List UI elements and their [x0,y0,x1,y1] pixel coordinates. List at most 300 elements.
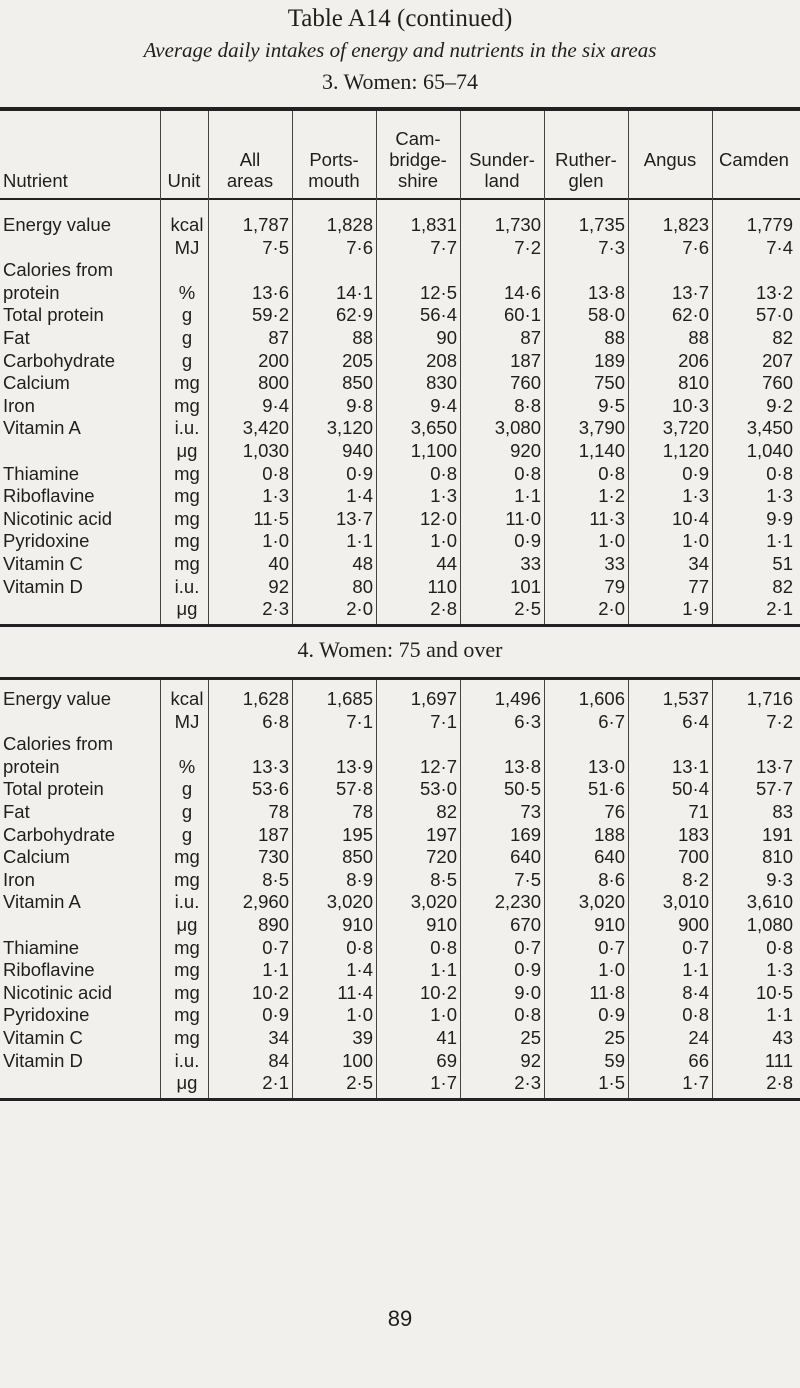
value-cell: 1·1 [430,959,457,981]
value-cell: 44 [436,552,457,574]
value-cell: 7·5 [262,236,289,258]
value-cell: 3,020 [578,891,625,913]
value-cell: 10·2 [419,981,457,1003]
value-cell: 1·0 [598,530,625,552]
value-cell: 3,720 [662,417,709,439]
table-row [0,711,799,734]
value-cell: 3,020 [326,891,373,913]
value-cell: 82 [772,575,793,597]
nutrient-label: Calories from [3,733,113,755]
section-3-bottom-rule [0,624,800,627]
value-cell: 2·5 [346,1072,373,1094]
value-cell: 0·9 [262,1004,289,1026]
column-divider [160,680,161,1098]
value-cell: 200 [258,349,289,371]
value-cell: 1·1 [682,959,709,981]
value-cell: 187 [258,823,289,845]
header-rutherglen: Ruther- glen [555,149,617,191]
value-cell: 3,650 [410,417,457,439]
value-cell: 8·9 [346,868,373,890]
value-cell: 8·5 [430,868,457,890]
value-cell: 7·2 [514,236,541,258]
value-cell: 1,787 [242,214,289,235]
unit-label: i.u. [174,575,200,597]
value-cell: 920 [510,439,541,461]
table-row [0,937,799,960]
header-unit: Unit [167,170,201,191]
nutrient-label: Riboflavine [3,485,95,507]
value-cell: 0·9 [514,959,541,981]
value-cell: 78 [352,800,373,822]
nutrient-label: Calcium [3,372,70,394]
header-bottom-rule [0,198,800,200]
value-cell: 84 [268,1049,289,1071]
value-cell: 76 [604,800,625,822]
value-cell: 110 [427,575,457,597]
value-cell: 3,010 [662,891,709,913]
nutrient-label: Vitamin D [3,1049,83,1071]
unit-label: kcal [170,688,204,709]
value-cell: 1·0 [346,1004,373,1026]
value-cell: 10·5 [755,981,793,1003]
value-cell: 1·0 [430,1004,457,1026]
column-divider [208,680,209,1098]
value-cell: 640 [594,846,625,868]
value-cell [295,259,379,282]
value-cell: 191 [762,823,793,845]
value-cell: 1,537 [662,688,709,709]
section-4-bottom-rule [0,1098,800,1101]
value-cell: 0·8 [766,462,793,484]
header-angus: Angus [643,149,697,170]
unit-label: mg [174,507,200,529]
value-cell: 810 [678,372,709,394]
value-cell: 43 [772,1026,793,1048]
nutrient-label: Total protein [3,304,104,326]
value-cell: 25 [520,1026,541,1048]
unit-label: mg [174,372,200,394]
nutrient-label: Vitamin A [3,417,81,439]
value-cell: 13·8 [503,755,541,777]
value-cell: 1,080 [746,913,793,935]
nutrient-label: Pyridoxine [3,530,90,552]
value-cell: 79 [604,575,625,597]
value-cell: 9·8 [346,394,373,416]
value-cell: 206 [678,349,709,371]
value-cell: 1·1 [346,530,373,552]
value-cell: 87 [268,326,289,348]
value-cell: 87 [520,326,541,348]
value-cell: 11·4 [337,981,373,1003]
table-row [0,395,799,418]
value-cell: 205 [342,349,373,371]
table-row [0,756,799,779]
value-cell: 7·1 [430,710,457,732]
value-cell: 13·0 [587,755,625,777]
value-cell: 1,735 [578,214,625,235]
nutrient-label: Carbohydrate [3,823,116,845]
header-nutrient: Nutrient [3,170,68,191]
value-cell: 41 [436,1026,457,1048]
nutrient-label: Calories from [3,259,113,281]
value-cell: 48 [352,552,373,574]
value-cell: 10·2 [251,981,289,1003]
value-cell: 1,040 [746,439,793,461]
value-cell: 0·7 [598,936,625,958]
value-cell: 1,697 [410,688,457,709]
value-cell: 1,140 [578,439,625,461]
unit-label: g [181,349,193,371]
value-cell: 8·4 [682,981,709,1003]
value-cell: 1·7 [430,1072,457,1094]
value-cell: 2,230 [494,891,541,913]
value-cell: 2·3 [514,1072,541,1094]
value-cell [631,259,715,282]
value-cell: 730 [258,846,289,868]
value-cell: 890 [258,913,289,935]
value-cell: 83 [772,800,793,822]
value-cell: 8·2 [682,868,709,890]
value-cell [547,733,631,756]
nutrient-label: Fat [3,800,30,822]
unit-label: mg [174,1026,200,1048]
table-row [0,530,799,553]
value-cell: 7·5 [514,868,541,890]
section-4-top-rule [0,677,800,680]
value-cell: 69 [436,1049,457,1071]
value-cell: 940 [342,439,373,461]
value-cell: 40 [268,552,289,574]
value-cell: 0·9 [682,462,709,484]
header-portsmouth: Ports- mouth [308,149,360,191]
value-cell: 58·0 [587,304,625,326]
value-cell: 1·7 [682,1072,709,1094]
column-divider [544,111,545,624]
table-row [0,778,799,801]
column-divider [292,680,293,1098]
value-cell: 1·3 [766,485,793,507]
value-cell [379,259,463,282]
table-title: Table A14 (continued) [287,5,513,32]
unit-label: mg [174,936,200,958]
section-3-table [0,214,799,621]
value-cell: 59 [604,1049,625,1071]
value-cell: 6·7 [598,710,625,732]
value-cell: 7·6 [682,236,709,258]
value-cell: 2·3 [262,598,289,620]
value-cell: 0·7 [682,936,709,958]
value-cell: 34 [688,552,709,574]
value-cell: 1·4 [346,485,373,507]
unit-label: mg [174,981,200,1003]
value-cell: 9·0 [514,981,541,1003]
nutrient-label: Vitamin C [3,1026,83,1048]
nutrient-label [0,237,163,260]
value-cell: 3,080 [494,417,541,439]
nutrient-label [0,914,163,937]
unit-label: mg [174,394,200,416]
value-cell: 62·9 [335,304,373,326]
unit-label: % [178,281,196,303]
value-cell [715,259,799,282]
column-divider [712,111,713,624]
nutrient-label: Riboflavine [3,959,95,981]
unit-label: g [181,304,193,326]
table-row [0,1027,799,1050]
value-cell: 51·6 [587,778,625,800]
value-cell: 90 [436,326,457,348]
value-cell: 7·1 [346,710,373,732]
column-divider [160,111,161,624]
nutrient-label: Carbohydrate [3,349,116,371]
column-divider [712,680,713,1098]
header-sunderland: Sunder- land [469,149,535,191]
value-cell: 208 [426,349,457,371]
value-cell: 13·7 [755,755,793,777]
table-row [0,1072,799,1095]
unit-label: g [181,823,193,845]
value-cell: 82 [772,326,793,348]
unit-label: mg [174,868,200,890]
value-cell: 53·6 [251,778,289,800]
unit-label: MJ [174,710,200,732]
unit-label: mg [174,1004,200,1026]
table-row [0,463,799,486]
table-row [0,304,799,327]
header-cambridgeshire: Cam- bridge- shire [389,128,447,191]
unit-label: MJ [174,236,200,258]
table-subtitle: Average daily intakes of energy and nutrients in the six areas [143,38,657,62]
value-cell: 1,100 [410,439,457,461]
value-cell: 50·4 [671,778,709,800]
value-cell: 1·1 [262,959,289,981]
value-cell: 13·2 [755,281,793,303]
value-cell: 1·5 [598,1072,625,1094]
table-row [0,440,799,463]
column-divider [208,111,209,624]
table-row [0,214,799,237]
value-cell: 760 [510,372,541,394]
value-cell: 1,685 [326,688,373,709]
unit-label [163,259,211,282]
value-cell: 34 [268,1026,289,1048]
value-cell: 187 [510,349,541,371]
value-cell: 14·6 [503,281,541,303]
value-cell: 1·4 [346,959,373,981]
table-row [0,576,799,599]
unit-label [163,733,211,756]
value-cell: 0·7 [514,936,541,958]
value-cell: 11·5 [253,507,289,529]
value-cell [211,733,295,756]
unit-label: mg [174,552,200,574]
value-cell: 1·1 [514,485,541,507]
value-cell: 1,030 [242,439,289,461]
table-row [0,733,799,756]
table-row [0,417,799,440]
value-cell: 189 [594,349,625,371]
value-cell: 100 [342,1049,373,1071]
nutrient-label: Vitamin C [3,552,83,574]
value-cell: 1·0 [682,530,709,552]
value-cell: 9·5 [598,394,625,416]
value-cell: 700 [678,846,709,868]
unit-label: % [178,755,196,777]
value-cell: 53·0 [419,778,457,800]
nutrient-label: Energy value [3,214,111,235]
value-cell [463,259,547,282]
nutrient-label: Fat [3,326,30,348]
value-cell: 11·3 [589,507,625,529]
value-cell: 9·9 [766,507,793,529]
unit-label: mg [174,959,200,981]
value-cell [631,733,715,756]
value-cell: 0·8 [346,936,373,958]
nutrient-label: Calcium [3,846,70,868]
value-cell: 900 [678,913,709,935]
value-cell: 82 [436,800,457,822]
unit-label: g [181,778,193,800]
value-cell: 59·2 [251,304,289,326]
value-cell: 0·8 [682,1004,709,1026]
value-cell: 0·8 [430,936,457,958]
value-cell: 62·0 [671,304,709,326]
value-cell: 24 [688,1026,709,1048]
value-cell [295,733,379,756]
unit-label: mg [174,485,200,507]
value-cell: 92 [520,1049,541,1071]
value-cell: 2·8 [766,1072,793,1094]
unit-label: i.u. [174,891,200,913]
value-cell: 760 [762,372,793,394]
unit-label: i.u. [174,417,200,439]
column-divider [544,680,545,1098]
value-cell: 101 [510,575,541,597]
nutrient-label: Vitamin A [3,891,81,913]
section-heading-4: 4. Women: 75 and over [297,637,503,662]
value-cell: 73 [520,800,541,822]
table-row [0,508,799,531]
value-cell: 3,120 [326,417,373,439]
unit-label: μg [176,913,198,935]
value-cell: 1·9 [682,598,709,620]
column-divider [460,680,461,1098]
nutrient-label: Thiamine [3,936,80,958]
table-row [0,824,799,847]
value-cell: 9·3 [766,868,793,890]
value-cell: 12·7 [419,755,457,777]
table-row [0,891,799,914]
value-cell: 57·7 [755,778,793,800]
value-cell: 810 [762,846,793,868]
value-cell: 92 [268,575,289,597]
table-row [0,801,799,824]
nutrient-label: Iron [3,868,35,890]
value-cell: 88 [688,326,709,348]
value-cell: 8·8 [514,394,541,416]
table-row [0,282,799,305]
value-cell: 9·2 [766,394,793,416]
nutrient-label: Nicotinic acid [3,507,112,529]
unit-label: mg [174,530,200,552]
value-cell: 7·7 [430,236,457,258]
nutrient-label: Vitamin D [3,575,83,597]
value-cell: 1,779 [746,214,793,235]
unit-label: g [181,326,193,348]
value-cell: 7·6 [346,236,373,258]
value-cell: 207 [762,349,793,371]
value-cell: 111 [764,1049,793,1071]
value-cell: 66 [688,1049,709,1071]
value-cell: 11·0 [505,507,541,529]
value-cell: 39 [352,1026,373,1048]
table-row [0,959,799,982]
value-cell: 1,606 [578,688,625,709]
value-cell: 11·8 [589,981,625,1003]
value-cell: 3,450 [746,417,793,439]
value-cell: 830 [426,372,457,394]
unit-label: mg [174,462,200,484]
value-cell: 1,716 [746,688,793,709]
value-cell [211,259,295,282]
column-divider [460,111,461,624]
value-cell: 13·6 [251,281,289,303]
value-cell: 13·3 [251,755,289,777]
value-cell: 183 [678,823,709,845]
value-cell: 1,730 [494,214,541,235]
value-cell: 71 [688,800,709,822]
header-top-rule [0,107,800,111]
column-divider [292,111,293,624]
value-cell: 33 [604,552,625,574]
table-row [0,1050,799,1073]
value-cell: 13·7 [335,507,373,529]
nutrient-label: protein [3,755,60,777]
table-row [0,688,799,711]
value-cell: 670 [510,913,541,935]
nutrient-label: protein [3,281,60,303]
value-cell: 750 [594,372,625,394]
nutrient-label: Total protein [3,778,104,800]
value-cell: 3,020 [410,891,457,913]
value-cell: 6·4 [682,710,709,732]
value-cell: 0·9 [598,1004,625,1026]
value-cell: 2·0 [346,598,373,620]
value-cell: 33 [520,552,541,574]
value-cell: 2·1 [262,1072,289,1094]
value-cell: 850 [342,372,373,394]
value-cell: 13·9 [335,755,373,777]
value-cell: 13·8 [587,281,625,303]
value-cell: 800 [258,372,289,394]
nutrient-label: Energy value [3,688,111,709]
value-cell: 2·1 [766,598,793,620]
column-divider [628,111,629,624]
value-cell: 1,828 [326,214,373,235]
value-cell: 3,790 [578,417,625,439]
value-cell: 1·3 [766,959,793,981]
unit-label: i.u. [174,1049,200,1071]
section-heading-3: 3. Women: 65–74 [321,69,479,94]
value-cell: 640 [510,846,541,868]
value-cell: 8·5 [262,868,289,890]
unit-label: μg [176,1072,198,1094]
value-cell: 910 [426,913,457,935]
value-cell: 1·0 [430,530,457,552]
value-cell: 910 [594,913,625,935]
value-cell: 6·3 [514,710,541,732]
column-divider [376,111,377,624]
